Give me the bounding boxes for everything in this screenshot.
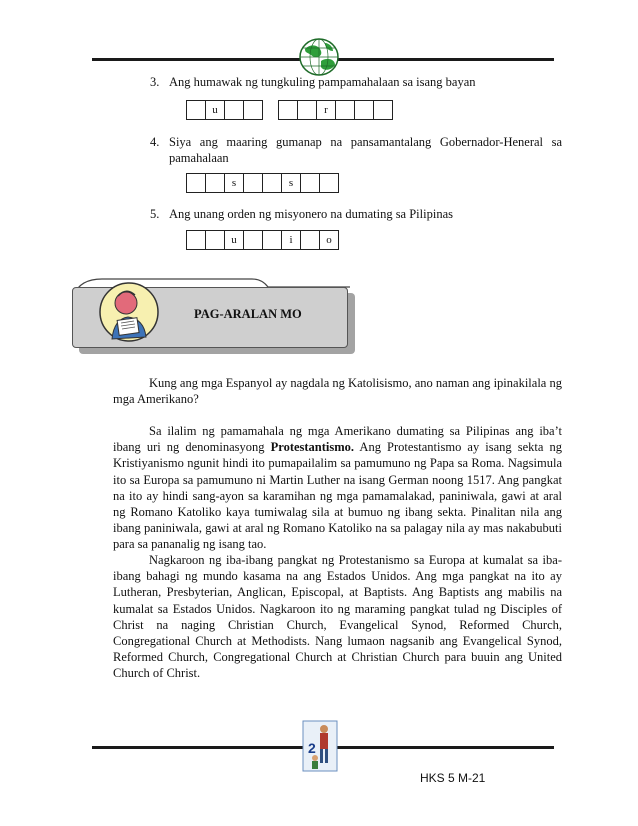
- question-text: Ang unang orden ng misyonero na dumating sa Pilipinas: [169, 207, 453, 221]
- answer-boxes-4: [187, 173, 339, 193]
- paragraph-text: Ang Protestantismo ay isang sekta ng Kristiyanismo ngunit hindi ito pumapailalim sa pamumuno ng Papa sa Roma. Nagsimula ito sa Europa sa pamumuno ni Martin Luther na isang German noong 1517. Ang pangkat na ito ay hindi sang-ayon sa karamihan ng mga pamamalakad, paniniwala, gawi at aral ng Romano Katoliko kaya tumiwalag sila at bumuo ng ibang sekta. Pinalitan nila ang ibang paniniwala, gawi at aral ng Romano Katoliko na sa palagay nila ay mas nakabubuti para sa pananalig ng isang tao.: [113, 440, 562, 552]
- answer-box[interactable]: [243, 100, 263, 120]
- paragraph-3: [113, 552, 562, 682]
- page-number: 2: [308, 740, 316, 756]
- answer-box[interactable]: [300, 173, 320, 193]
- banner-title: PAG-ARALAN MO: [194, 307, 302, 321]
- answer-box[interactable]: [243, 230, 263, 250]
- answer-box[interactable]: r: [316, 100, 336, 120]
- paragraph-1: [113, 375, 562, 407]
- answer-box[interactable]: [186, 100, 206, 120]
- answer-box[interactable]: [335, 100, 355, 120]
- bold-term: Protestantismo.: [270, 440, 355, 455]
- answer-boxes-5: [187, 230, 339, 250]
- answer-box[interactable]: [205, 230, 225, 250]
- paragraph-2: [113, 423, 562, 553]
- question-number: 3.: [150, 75, 160, 89]
- globe-icon: [297, 37, 341, 77]
- question-3: [150, 74, 562, 90]
- answer-box[interactable]: [373, 100, 393, 120]
- answer-box[interactable]: [205, 173, 225, 193]
- paragraph-text: Kung ang mga Espanyol ay nagdala ng Katolisismo, ano naman ang ipinakilala ng mga Amerikano?: [113, 376, 562, 407]
- answer-boxes-3b: [279, 100, 393, 120]
- paragraph-text: Nagkaroon ng iba-ibang pangkat ng Protestanismo sa Europa at kumalat sa iba-ibang bahagi ng mundo kasama na ang Estados Unidos. Ang mga pangkat na ito ay Lutheran, Presbyterian, Anglican, Episcopal, at Baptists. Ang Baptists ang mabilis na kumalat sa Estados Unidos. Nagkaroon ito ng maraming pangkat tulad ng Disciples of Christ na naging Christian Church, Evangelical Synod, Reformed Church, Congregational Church at Methodists. Nang lumaon nagsanib ang Evangelical Synod, Reformed Church, Congregational Church at Christian Church para buuin ang United Church of Christ.: [113, 553, 562, 681]
- module-code: HKS 5 M-21: [420, 771, 486, 785]
- reading-person-icon: [98, 281, 160, 343]
- answer-box[interactable]: [278, 100, 298, 120]
- answer-boxes-3a: [187, 100, 263, 120]
- answer-box[interactable]: s: [281, 173, 301, 193]
- question-5: [150, 206, 562, 222]
- answer-box[interactable]: u: [205, 100, 225, 120]
- answer-box[interactable]: [224, 100, 244, 120]
- answer-box[interactable]: i: [281, 230, 301, 250]
- question-number: 5.: [150, 207, 160, 221]
- answer-box[interactable]: [243, 173, 263, 193]
- answer-box[interactable]: [186, 230, 206, 250]
- answer-box[interactable]: [300, 230, 320, 250]
- question-4: [150, 134, 562, 166]
- answer-box[interactable]: [262, 173, 282, 193]
- answer-box[interactable]: s: [224, 173, 244, 193]
- answer-box[interactable]: [319, 173, 339, 193]
- question-text: Siya ang maaring gumanap na pansamantalang Gobernador-Heneral sa pamahalaan: [169, 135, 562, 165]
- answer-box[interactable]: [262, 230, 282, 250]
- paragraph-text: Sa ilalim ng pamamahala ng mga Amerikano dumating sa Pilipinas ang iba’t ibang uri ng denominasyong: [113, 424, 562, 455]
- answer-box[interactable]: o: [319, 230, 339, 250]
- answer-box[interactable]: [186, 173, 206, 193]
- question-text: Ang humawak ng tungkuling pampamahalaan sa isang bayan: [169, 75, 476, 89]
- answer-box[interactable]: [354, 100, 374, 120]
- question-number: 4.: [150, 135, 160, 149]
- answer-box[interactable]: [297, 100, 317, 120]
- answer-box[interactable]: u: [224, 230, 244, 250]
